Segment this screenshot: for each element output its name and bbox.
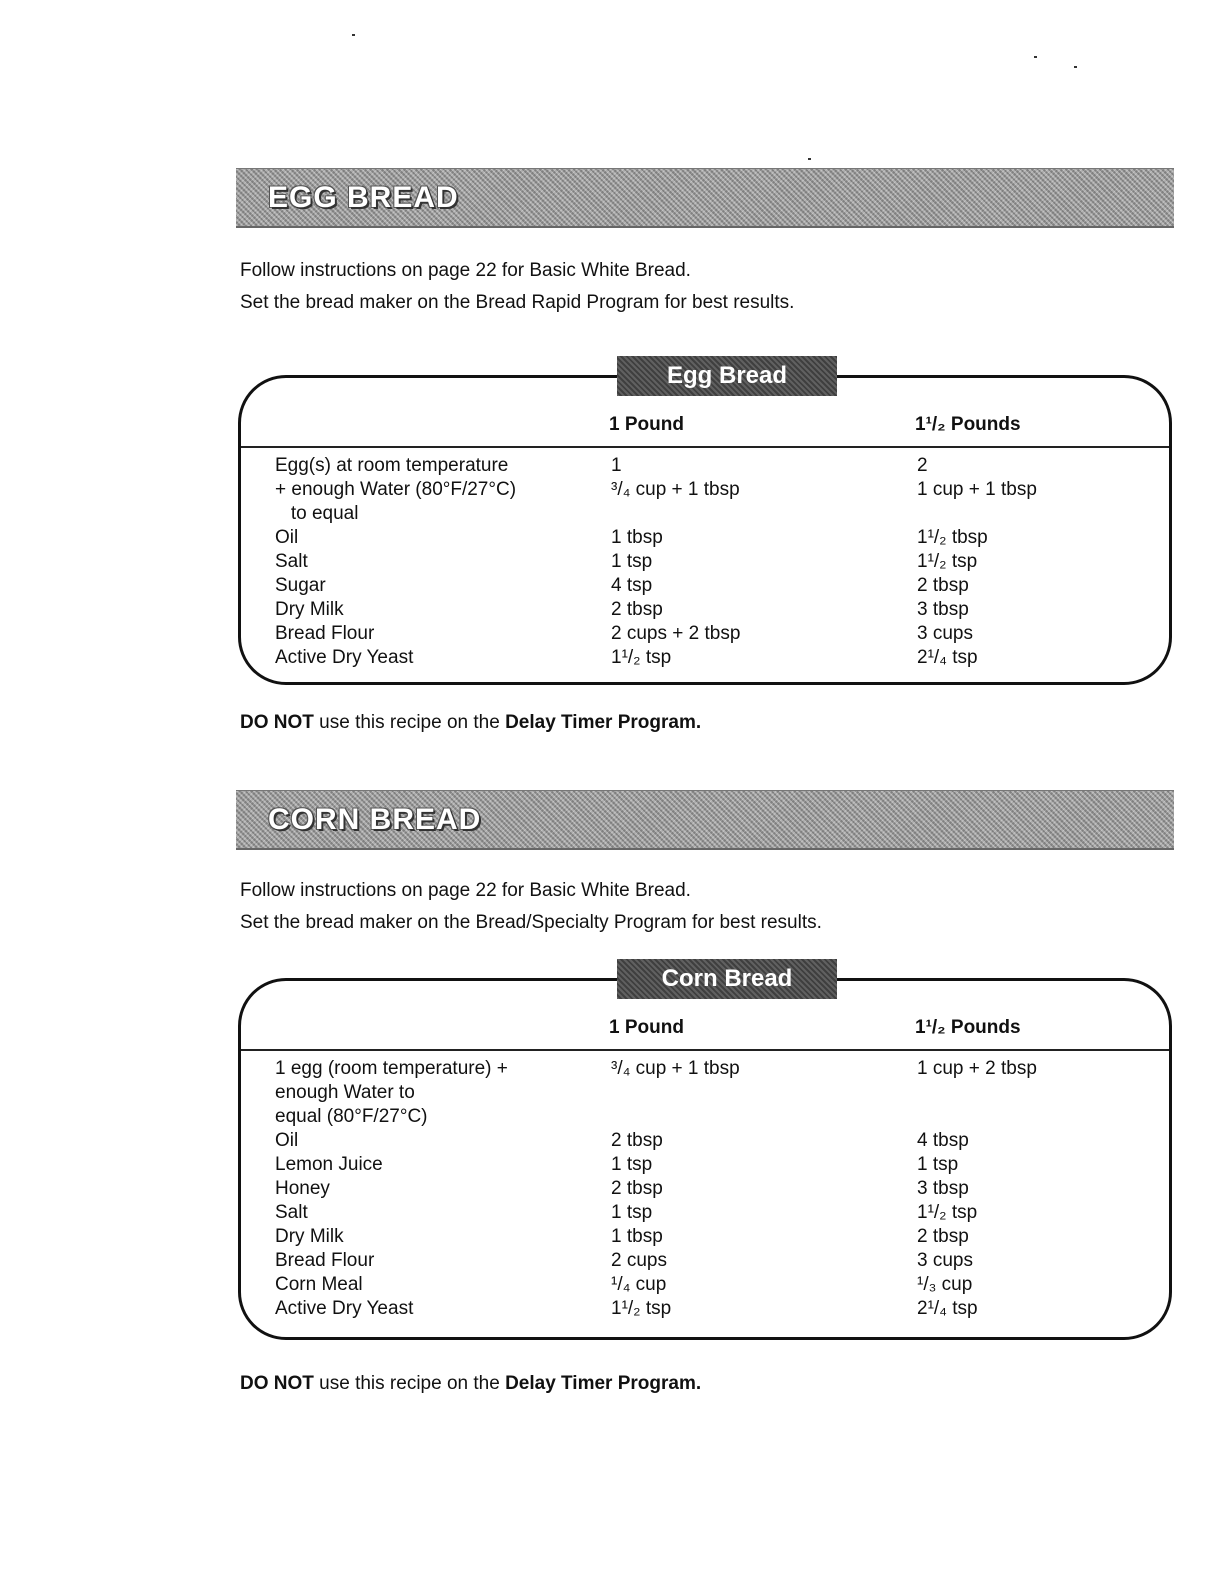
corn-ingredient-row [275,1249,1169,1273]
corn-amount-1-5-pounds [917,1105,1157,1129]
egg-ingredient-name: Dry Milk [275,599,344,620]
egg-warning-program: Delay Timer Program. [505,712,702,733]
egg-amount-1-5-pounds: 2¹/₄ tsp [917,647,978,668]
corn-intro-line2: Set the bread maker on the Bread/Specialty Program for best results. [240,912,822,933]
egg-warning-text: use this recipe on the [313,712,506,733]
corn-ingredient-row [275,1105,1169,1129]
egg-amount-1-pound: 4 tsp [611,575,653,596]
corn-amount-1-5-pounds: 3 cups [917,1250,973,1271]
egg-ingredient-row [275,550,1169,574]
egg-ingredient-rows [275,454,1169,670]
egg-ingredient-row [275,526,1169,550]
corn-amount-1-5-pounds: 4 tbsp [917,1130,969,1151]
corn-ingredient-row [275,1129,1169,1153]
corn-ingredient-name: Corn Meal [275,1274,363,1295]
corn-ingredient-row [275,1153,1169,1177]
corn-ingredient-name: Bread Flour [275,1250,375,1271]
corn-bread-warning [240,1373,701,1395]
corn-ingredient-row [275,1057,1169,1081]
corn-col-1-pound: 1 Pound [609,1017,684,1038]
egg-amount-1-5-pounds: 2 tbsp [917,575,969,596]
egg-ingredient-row [275,646,1169,670]
corn-amount-1-5-pounds: 1 tsp [917,1154,959,1175]
scan-speck [352,34,355,36]
egg-intro-line2: Set the bread maker on the Bread Rapid Program for best results. [240,292,795,313]
corn-amount-1-5-pounds: 1¹/₂ tsp [917,1202,978,1223]
corn-ingredient-name: Oil [275,1130,299,1151]
corn-header-rule [241,1049,1169,1051]
egg-ingredient-name: Active Dry Yeast [275,647,414,668]
egg-bread-banner [236,168,1174,228]
egg-ingredient-row [275,502,1169,526]
corn-intro-line1: Follow instructions on page 22 for Basic White Bread. [240,880,691,901]
corn-amount-1-5-pounds: 2¹/₄ tsp [917,1298,978,1319]
corn-bread-table-label: Corn Bread [617,959,837,999]
egg-ingredient-row [275,478,1169,502]
egg-header-rule [241,446,1169,448]
corn-amount-1-pound: 1¹/₂ tsp [611,1298,672,1319]
egg-ingredient-name: Oil [275,527,299,548]
corn-amount-1-pound: 1 tsp [611,1202,653,1223]
egg-amount-1-5-pounds: 1¹/₂ tbsp [917,527,988,548]
corn-ingredient-name: Lemon Juice [275,1154,383,1175]
corn-amount-1-pound: ¹/₄ cup [611,1274,667,1295]
corn-ingredient-row [275,1273,1169,1297]
egg-bread-heading: EGG BREAD [268,181,459,214]
corn-ingredient-name: Active Dry Yeast [275,1298,414,1319]
corn-amount-1-pound: ³/₄ cup + 1 tbsp [611,1058,740,1079]
corn-amount-1-5-pounds: ¹/₃ cup [917,1274,973,1295]
corn-ingredient-row [275,1177,1169,1201]
corn-amount-1-5-pounds: 2 tbsp [917,1226,969,1247]
egg-warning-do-not: DO NOT [240,712,314,733]
egg-ingredient-name: Salt [275,551,308,572]
corn-amount-1-5-pounds [917,1081,1157,1105]
corn-amount-1-5-pounds: 3 tbsp [917,1178,969,1199]
egg-amount-1-5-pounds: 2 [917,455,928,476]
corn-amount-1-pound [611,1105,917,1129]
corn-ingredient-row [275,1081,1169,1105]
egg-bread-table-label: Egg Bread [617,356,837,396]
egg-amount-1-5-pounds: 3 tbsp [917,599,969,620]
corn-ingredient-row [275,1201,1169,1225]
egg-ingredient-name: to equal [275,503,359,524]
corn-amount-1-pound: 2 tbsp [611,1178,663,1199]
egg-col-1-pound: 1 Pound [609,414,684,435]
corn-warning-do-not: DO NOT [240,1373,314,1394]
corn-amount-1-5-pounds: 1 cup + 2 tbsp [917,1058,1037,1079]
corn-ingredient-name: Salt [275,1202,308,1223]
corn-amount-1-pound: 1 tbsp [611,1226,663,1247]
egg-ingredient-name: Egg(s) at room temperature [275,455,509,476]
corn-ingredient-rows [275,1057,1169,1321]
egg-amount-1-pound: 2 cups + 2 tbsp [611,623,741,644]
corn-warning-program: Delay Timer Program. [505,1373,702,1394]
egg-amount-1-pound: ³/₄ cup + 1 tbsp [611,479,740,500]
egg-ingredient-row [275,574,1169,598]
corn-ingredient-row [275,1297,1169,1321]
corn-warning-text: use this recipe on the [313,1373,506,1394]
egg-amount-1-pound: 2 tbsp [611,599,663,620]
corn-ingredient-name: equal (80°F/27°C) [275,1106,428,1127]
egg-amount-1-5-pounds [917,502,1157,526]
egg-amount-1-5-pounds: 1¹/₂ tsp [917,551,978,572]
egg-amount-1-pound: 1¹/₂ tsp [611,647,672,668]
egg-ingredient-row [275,598,1169,622]
egg-col-1-5-pounds: 1¹/₂ Pounds [915,414,1021,435]
egg-ingredient-row [275,622,1169,646]
egg-amount-1-pound: 1 [611,455,622,476]
egg-amount-1-pound: 1 tsp [611,551,653,572]
corn-col-1-5-pounds: 1¹/₂ Pounds [915,1017,1021,1038]
egg-bread-warning [240,712,701,734]
corn-bread-banner [236,790,1174,850]
egg-amount-1-pound [611,502,917,526]
corn-amount-1-pound [611,1081,917,1105]
corn-amount-1-pound: 1 tsp [611,1154,653,1175]
egg-intro-line1: Follow instructions on page 22 for Basic White Bread. [240,260,691,281]
corn-bread-intro [240,875,822,939]
corn-ingredient-name: Dry Milk [275,1226,344,1247]
corn-ingredient-row [275,1225,1169,1249]
scan-speck [1034,56,1037,58]
corn-ingredient-name: Honey [275,1178,330,1199]
corn-amount-1-pound: 2 tbsp [611,1130,663,1151]
scan-speck [1074,66,1077,68]
egg-ingredient-name: Bread Flour [275,623,375,644]
scan-speck [808,158,811,160]
corn-bread-heading: CORN BREAD [268,803,482,836]
corn-amount-1-pound: 2 cups [611,1250,667,1271]
egg-ingredient-name: Sugar [275,575,326,596]
egg-ingredient-row [275,454,1169,478]
corn-bread-table [238,965,1172,1340]
egg-bread-table [238,362,1172,685]
egg-amount-1-pound: 1 tbsp [611,527,663,548]
egg-ingredient-name: + enough Water (80°F/27°C) [275,479,517,500]
egg-amount-1-5-pounds: 1 cup + 1 tbsp [917,479,1037,500]
egg-amount-1-5-pounds: 3 cups [917,623,973,644]
corn-ingredient-name: 1 egg (room temperature) + [275,1058,508,1079]
egg-bread-intro [240,255,794,319]
corn-ingredient-name: enough Water to [275,1082,415,1103]
